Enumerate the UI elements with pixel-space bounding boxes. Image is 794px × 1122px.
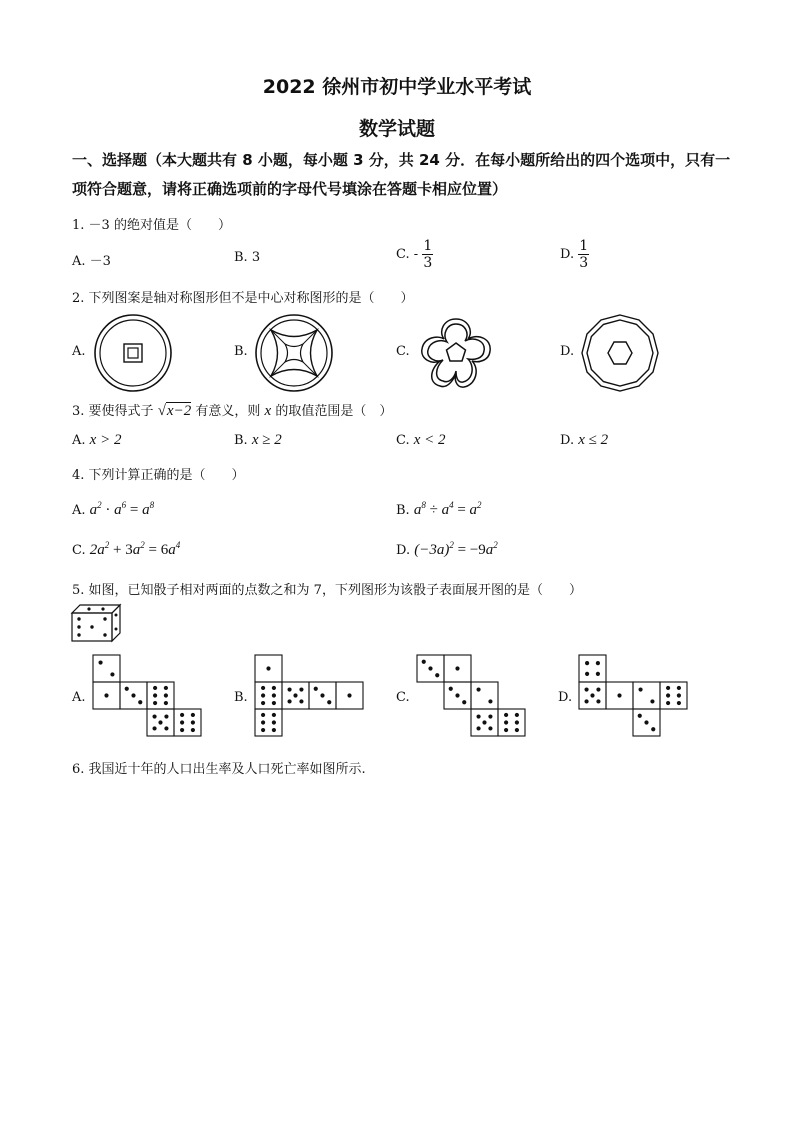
q5-a-label: A. <box>72 690 86 705</box>
dice-pip <box>153 686 157 690</box>
dice-pip <box>651 727 655 731</box>
q1-d-denominator: 3 <box>579 255 589 271</box>
q1-stem: 1. －3 的绝对值是（ ） <box>72 218 231 233</box>
dice-pip <box>191 728 195 732</box>
exam-subtitle: 数学试题 <box>358 118 435 140</box>
dice-pip <box>515 728 519 732</box>
q6-stem: 6. 我国近十年的人口出生率及人口死亡率如图所示. <box>72 762 366 777</box>
q3-stem-mid: 有意义，则 <box>195 404 261 419</box>
dice-pip <box>327 700 331 704</box>
q3-d-text: x ≤ 2 <box>578 432 609 448</box>
dice-pip <box>191 713 195 717</box>
q2-c-label: C. <box>396 344 410 359</box>
dice-pip <box>504 713 508 717</box>
dice-pip <box>515 713 519 717</box>
q4-d-expr: $(-3a)^2 = -9a^2$ <box>414 540 498 558</box>
dice-pip <box>449 687 453 691</box>
q5-b-label: B. <box>234 690 248 705</box>
dice-pip <box>422 660 426 664</box>
dice-pip <box>455 693 459 697</box>
q1-c-denominator: 3 <box>423 255 433 271</box>
dice-pip <box>462 700 466 704</box>
dice-pip <box>110 672 114 676</box>
q4-stem: 4. 下列计算正确的是（ ） <box>72 468 245 483</box>
q4-option-c <box>72 540 180 559</box>
dice-pip <box>261 713 265 717</box>
dice-pip <box>482 720 486 724</box>
dice-pip <box>261 693 265 697</box>
q4-option-d <box>396 540 498 559</box>
q1-c-numerator: 1 <box>423 238 433 254</box>
dice-pip <box>314 687 318 691</box>
dice-pip <box>158 720 162 724</box>
section-heading: 一、选择题（本大题共有 8 小题，每小题 3 分，共 24 分．在每小题所给出的四个选项中，只有一项符合题意，请将正确选项前的字母代号填涂在答题卡相应位置） <box>72 151 731 198</box>
dice-pip <box>272 728 276 732</box>
dodecagon-hexagon-icon <box>580 313 660 393</box>
q3-stem-post: 的取值范围是（ ） <box>275 404 393 419</box>
dice-pip <box>435 673 439 677</box>
q3-radicand: x−2 <box>166 403 192 419</box>
dice-pip <box>272 686 276 690</box>
dice-pip <box>153 693 157 697</box>
dice-pip <box>299 699 303 703</box>
dice-pip <box>153 701 157 705</box>
q3-var: x <box>264 403 272 419</box>
dice-pip <box>596 661 600 665</box>
dice-pip <box>164 726 168 730</box>
exam-title: 2022 徐州市初中学业水平考试 <box>262 76 532 98</box>
dice-pip <box>617 693 621 697</box>
dice-pip <box>164 714 168 718</box>
dice-pip <box>585 661 589 665</box>
q3-a-text: x > 2 <box>89 432 122 448</box>
dice-pip <box>677 686 681 690</box>
q3-d-label: D. <box>560 433 575 448</box>
q3-b-label: B. <box>234 433 248 448</box>
dice-face-6 <box>498 709 525 736</box>
dice-pip <box>152 714 156 718</box>
dice-pip <box>272 713 276 717</box>
dice-pip <box>584 687 588 691</box>
dice-pip <box>138 700 142 704</box>
dice-pip <box>488 726 492 730</box>
dice-face-6 <box>255 682 282 709</box>
dice-pip <box>666 701 670 705</box>
q4-option-b <box>396 500 482 519</box>
dice-pip <box>152 726 156 730</box>
dice-pip <box>293 693 297 697</box>
dice-pip <box>638 714 642 718</box>
dice-pip <box>515 720 519 724</box>
q3-c-label: C. <box>396 433 410 448</box>
dice-pip <box>677 693 681 697</box>
dice-pip <box>261 686 265 690</box>
q3-radical: √x−2 <box>157 403 192 419</box>
dice-face-6 <box>147 682 174 709</box>
dice-face-4 <box>579 655 606 682</box>
dice-pip <box>287 687 291 691</box>
dice-pip <box>455 666 459 670</box>
coin-star-pattern-icon <box>254 313 334 393</box>
q2-d-label: D. <box>560 344 575 359</box>
q4-c-expr: $2a^2 + 3a^2 = 6a^4$ <box>89 540 181 558</box>
dice-face-2 <box>633 682 660 709</box>
dice-pip <box>287 699 291 703</box>
q5-d-label: D. <box>558 690 573 705</box>
dice-pip <box>596 672 600 676</box>
dice-pip <box>180 720 184 724</box>
dice-pip <box>272 693 276 697</box>
q3-c-text: x < 2 <box>413 432 446 448</box>
dice-pip <box>261 720 265 724</box>
q2-b-label: B. <box>234 344 248 359</box>
q1-a-label: A. <box>72 254 86 269</box>
dice-pip <box>272 701 276 705</box>
q1-d-fraction <box>578 238 589 271</box>
dice-pip <box>488 699 492 703</box>
dice-pip <box>584 699 588 703</box>
q1-a-text: －3 <box>89 254 111 269</box>
dice-pip <box>98 660 102 664</box>
dice-pip <box>488 714 492 718</box>
q2-stem: 2. 下列图案是轴对称图形但不是中心对称图形的是（ ） <box>72 291 414 306</box>
dice-pip <box>590 693 594 697</box>
flower-pentagon-icon <box>416 313 496 393</box>
q3-stem-pre: 3. 要使得式子 <box>72 404 154 419</box>
dice-pip <box>504 728 508 732</box>
dice-pip <box>650 699 654 703</box>
dice-pip <box>638 687 642 691</box>
q1-d-label: D. <box>560 247 575 262</box>
q5-stem: 5. 如图，已知骰子相对两面的点数之和为 7，下列图形为该骰子表面展开图的是（ ） <box>72 583 582 598</box>
dice-pip <box>476 726 480 730</box>
dice-pip <box>261 728 265 732</box>
dice-pip <box>504 720 508 724</box>
q2-a-label: A. <box>72 344 86 359</box>
q3-option-b <box>234 432 282 449</box>
dice-face-6 <box>255 709 282 736</box>
q1-option-c <box>396 238 433 271</box>
q4-d-label: D. <box>396 543 411 558</box>
q4-b-expr: $a^8 \div a^4 = a^2$ <box>413 500 482 518</box>
dice-pip <box>191 720 195 724</box>
q4-b-label: B. <box>396 503 410 518</box>
q1-option-a <box>72 250 111 269</box>
q3-option-c <box>396 432 446 449</box>
q5-c-label: C. <box>396 690 410 705</box>
coin-square-hole-icon <box>93 313 173 393</box>
dice-face-2 <box>471 682 498 709</box>
q3-stem <box>72 400 392 420</box>
dice-face-6 <box>174 709 201 736</box>
dice-pip <box>596 699 600 703</box>
q1-c-label: C. <box>396 247 410 262</box>
q1-option-d <box>560 238 589 271</box>
dice-pip <box>266 666 270 670</box>
dice-pip <box>180 728 184 732</box>
dice-pip <box>347 693 351 697</box>
q1-c-sign: - <box>413 247 419 262</box>
q1-b-text: 3 <box>251 250 261 265</box>
dice-pip <box>585 672 589 676</box>
dice-pip <box>261 701 265 705</box>
q3-b-text: x ≥ 2 <box>251 432 282 448</box>
dice-pip <box>476 714 480 718</box>
q1-b-label: B. <box>234 250 248 265</box>
dice-pip <box>476 687 480 691</box>
q1-option-b <box>234 250 260 265</box>
dice-pip <box>428 666 432 670</box>
dice-net-d <box>578 654 692 738</box>
dice-pip <box>272 720 276 724</box>
dice-pip <box>666 693 670 697</box>
dice-face-2 <box>93 655 120 682</box>
q1-c-fraction <box>422 238 433 271</box>
q3-option-d <box>560 432 608 449</box>
dice-pip <box>666 686 670 690</box>
dice-pip <box>180 713 184 717</box>
dice-net-c <box>416 654 530 738</box>
dice-pip <box>164 686 168 690</box>
dice-pip <box>299 687 303 691</box>
q4-a-expr: $a^2 \cdot a^6 = a^8$ <box>89 500 155 518</box>
dice-pip <box>104 693 108 697</box>
q3-a-label: A. <box>72 433 86 448</box>
dice-net-b <box>254 654 368 738</box>
dice-face-6 <box>660 682 687 709</box>
q4-option-a <box>72 500 154 519</box>
dice-pip <box>596 687 600 691</box>
dice-pip <box>131 693 135 697</box>
dice-pip <box>164 701 168 705</box>
q4-a-label: A. <box>72 503 86 518</box>
dice-pip <box>320 693 324 697</box>
dice-net-a <box>92 654 206 738</box>
dice-pip <box>164 693 168 697</box>
dice-icon <box>72 605 122 641</box>
dice-pip <box>644 720 648 724</box>
dice-pip <box>677 701 681 705</box>
dice-pip <box>125 687 129 691</box>
q3-option-a <box>72 432 121 449</box>
q1-d-numerator: 1 <box>579 238 589 254</box>
q4-c-label: C. <box>72 543 86 558</box>
